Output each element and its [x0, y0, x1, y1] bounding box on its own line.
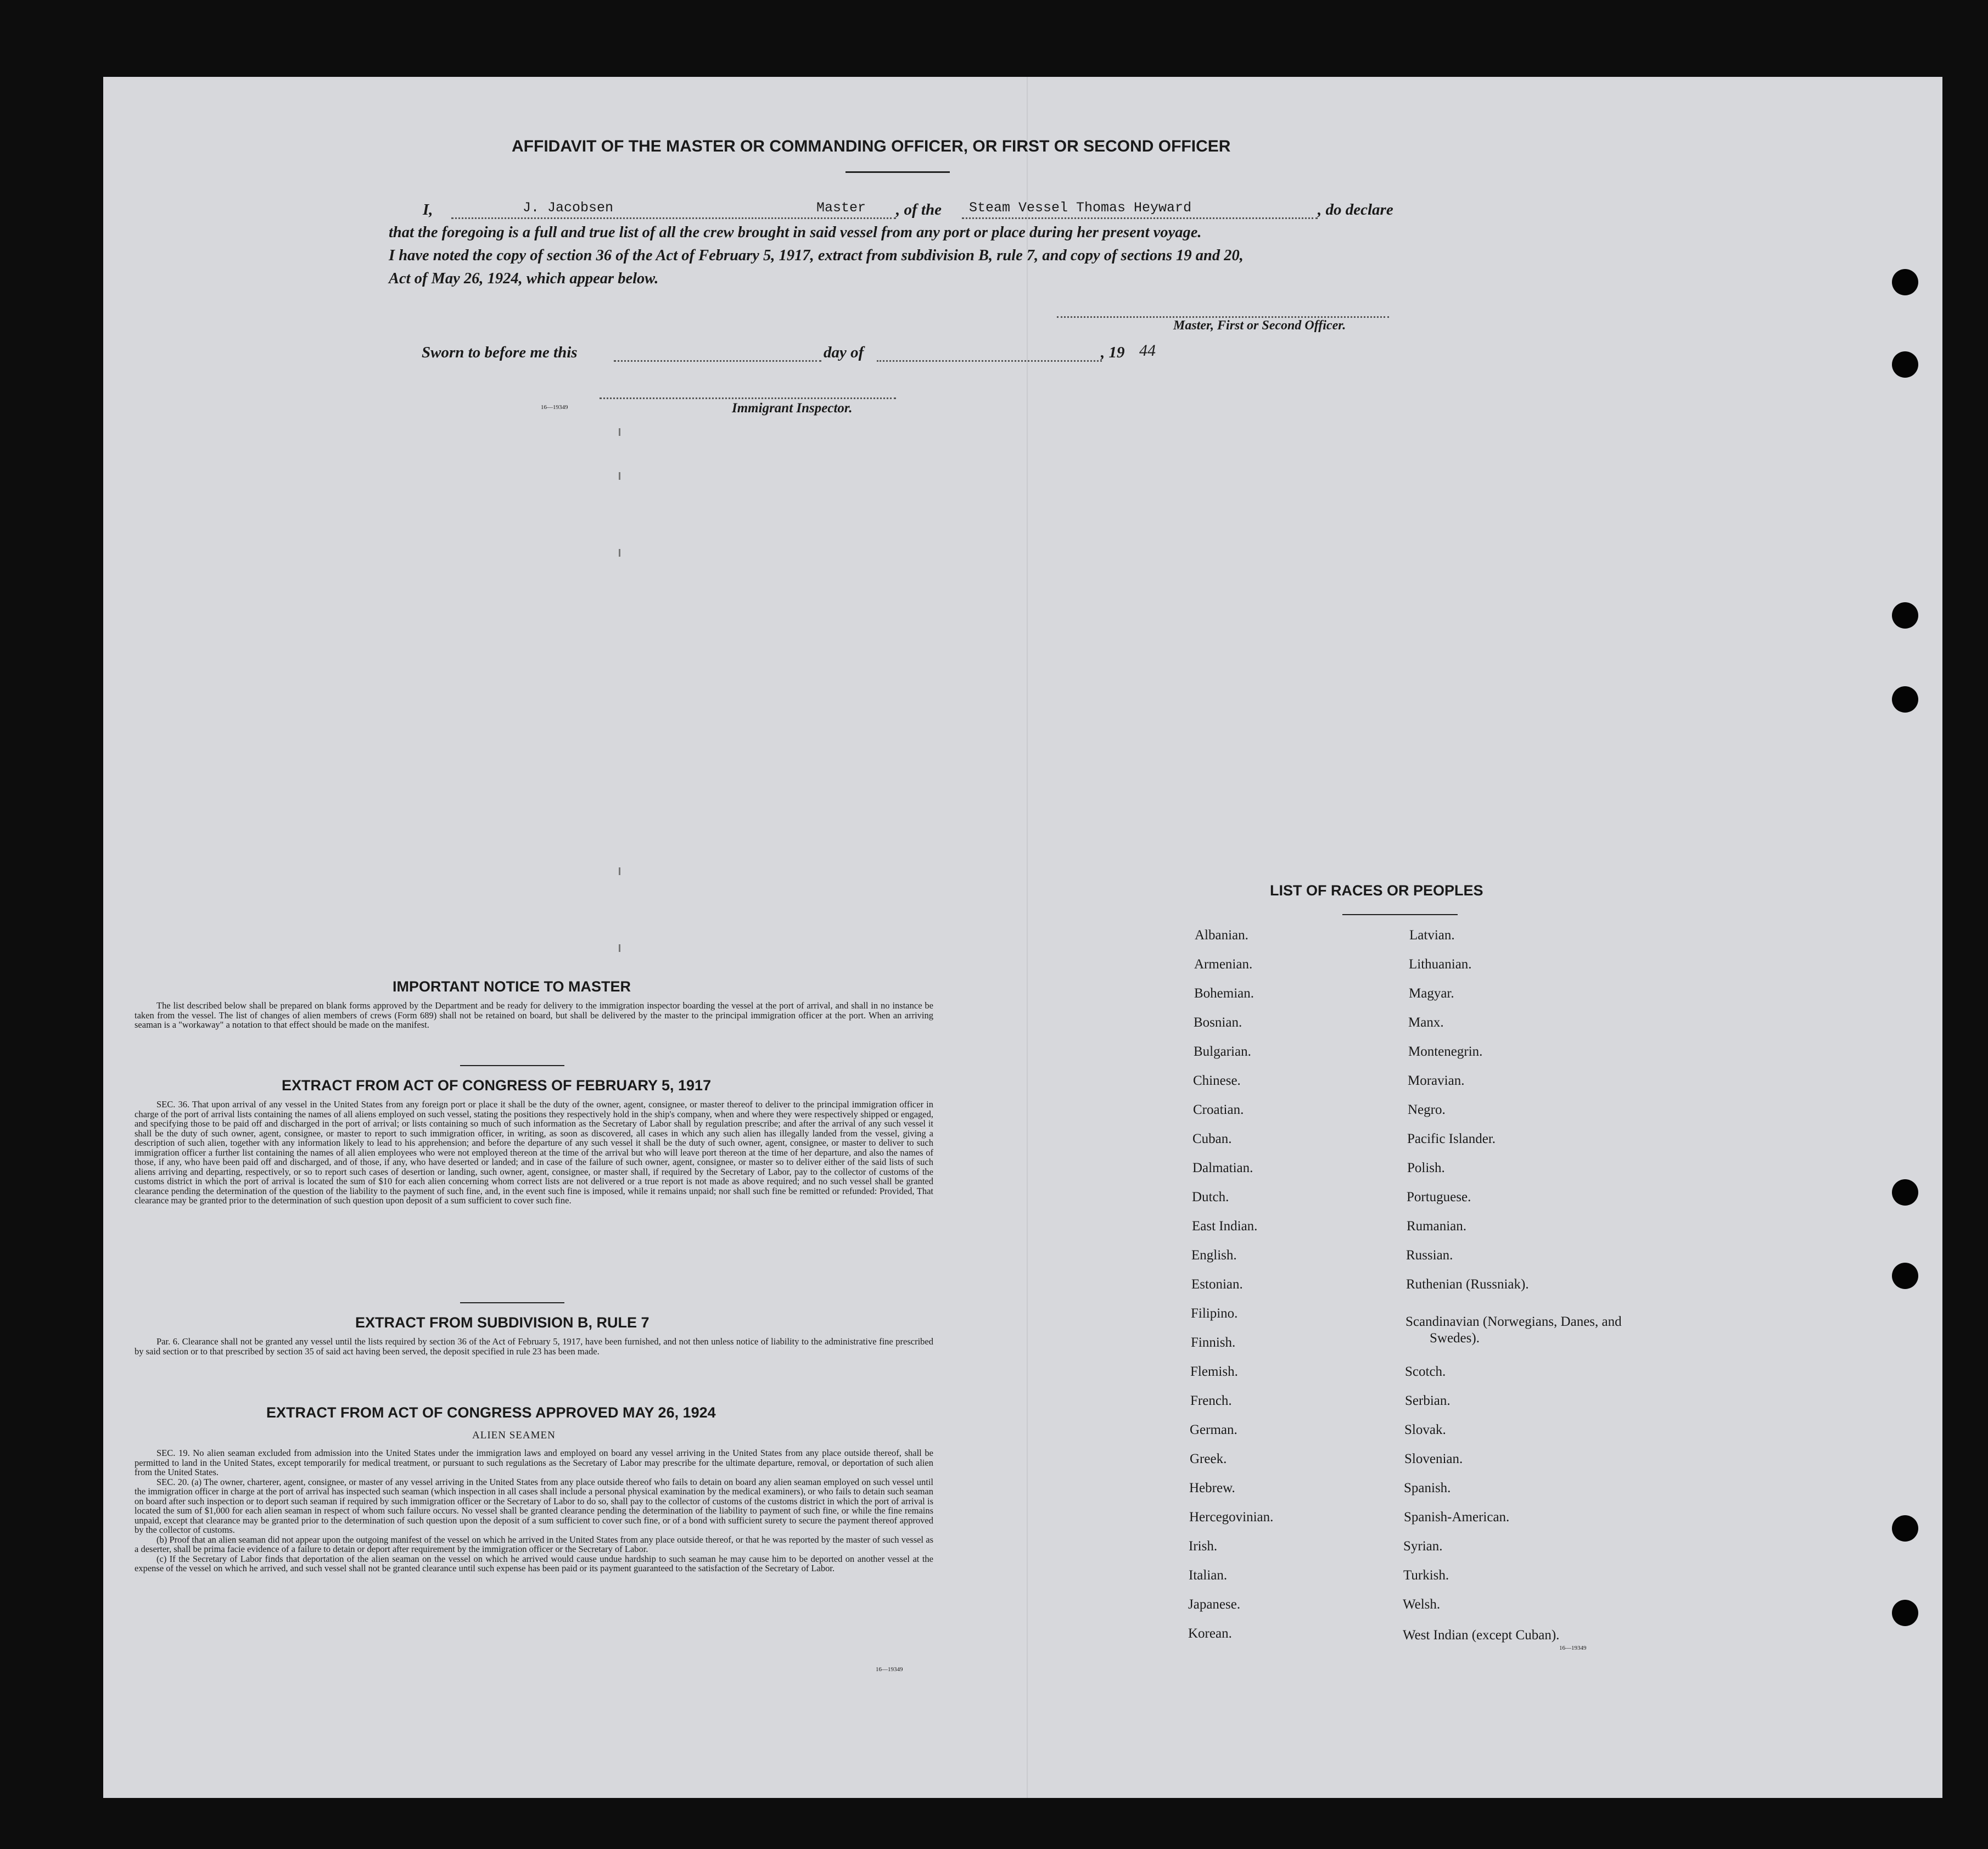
section-rule [460, 1302, 564, 1303]
races-title: LIST OF RACES OR PEOPLES [1270, 882, 1483, 899]
race-item: Russian. [1406, 1248, 1453, 1263]
form-number-top: 16—19349 [541, 404, 568, 411]
signature-line [1057, 316, 1389, 318]
sec19-paragraph: SEC. 19. No alien seaman excluded from admission into the United States under the immigration laws and employed on board any vessel arriving in the United States from any place outside thereof, shall be permitted to land in the United States, except temporarily for medical treatment, or pursuant to such regulations as the Secretary of Labor may prescribe for the ultimate departure, removal, or deportation of such alien from the United States. [135, 1448, 933, 1477]
binder-hole [1892, 602, 1918, 629]
declaration-i: I, [423, 201, 433, 218]
race-item: Filipino. [1191, 1306, 1238, 1321]
race-item: Pacific Islander. [1407, 1131, 1496, 1146]
race-item: Manx. [1408, 1015, 1444, 1030]
of-the-text: , of the [896, 201, 942, 218]
binder-hole [1892, 269, 1918, 295]
race-item: Portuguese. [1407, 1190, 1471, 1204]
race-item: Lithuanian. [1409, 957, 1472, 972]
extract-rule7-title: EXTRACT FROM SUBDIVISION B, RULE 7 [355, 1314, 649, 1331]
inspector-caption: Immigrant Inspector. [732, 401, 853, 416]
race-item: Albanian. [1195, 928, 1248, 943]
binder-hole [1892, 1515, 1918, 1542]
binder-hole [1892, 1600, 1918, 1626]
race-item: Bosnian. [1194, 1015, 1242, 1030]
section-rule [460, 1065, 564, 1066]
notice-body [135, 1001, 933, 1030]
extract-1917-title: EXTRACT FROM ACT OF CONGRESS OF FEBRUARY 5, 1917 [282, 1077, 712, 1094]
race-item: Chinese. [1193, 1073, 1241, 1088]
year-prefix: , 19 [1101, 344, 1125, 361]
race-item: Scandinavian (Norwegians, Danes, and Swedes). [1405, 1314, 1622, 1346]
race-item: Rumanian. [1407, 1219, 1467, 1234]
alien-seamen-subtitle: ALIEN SEAMEN [472, 1430, 556, 1441]
race-item: Moravian. [1408, 1073, 1465, 1088]
race-item: Polish. [1407, 1161, 1445, 1175]
signature-caption: Master, First or Second Officer. [1173, 318, 1346, 333]
race-item: Slovenian. [1404, 1452, 1463, 1466]
master-name: J. Jacobsen [523, 200, 614, 216]
do-declare-text: , do declare [1318, 201, 1393, 218]
race-item: Bohemian. [1194, 986, 1255, 1001]
day-of-text: day of [824, 344, 864, 361]
binder-hole [1892, 1179, 1918, 1206]
declaration-line-2: that the foregoing is a full and true list of all the crew brought in said vessel from any port or place during her present voyage. [389, 224, 1202, 241]
year-written: 44 [1139, 341, 1156, 360]
race-item: West Indian (except Cuban). [1403, 1628, 1560, 1643]
page-fold [1027, 77, 1028, 1798]
race-item: Cuban. [1192, 1131, 1232, 1146]
race-item: Italian. [1189, 1568, 1228, 1583]
binder-hole [1892, 1263, 1918, 1289]
race-item: Croatian. [1193, 1102, 1244, 1117]
race-item: Hercegovinian. [1189, 1510, 1274, 1525]
race-item: Japanese. [1188, 1597, 1241, 1612]
race-item: Greek. [1190, 1452, 1227, 1466]
race-item: Korean. [1188, 1626, 1232, 1641]
column-tick [619, 867, 620, 875]
race-item: Irish. [1189, 1539, 1218, 1554]
declaration-line-3: I have noted the copy of section 36 of the Act of February 5, 1917, extract from subdivision B, rule 7, and copy of sections 19 and 20, [389, 247, 1244, 264]
race-item: Montenegrin. [1408, 1044, 1483, 1059]
column-tick [619, 428, 620, 436]
section-36-paragraph: SEC. 36. That upon arrival of any vessel in the United States from any foreign port or place it shall be the duty of the owner, agent, consignee, or master thereof to deliver to the principal immigration officer in charge of the port of arrival lists containing the names of all aliens employed on such vessel, stating the positions they respectively hold in the ship's company, when and where they were respectively shipped or engaged, and specifying those to be paid off and discharged in the port of arrival; or lists containing so much of such information as the Secretary of Labor shall by regulation prescribe; and after the arrival of any such vessel it shall be the duty of such owner, agent, consignee, or master to report to such immigration officer, in writing, as soon as discovered, all cases in which any such alien has illegally landed from the vessel, giving a description of such alien, together with any information likely to lead to his apprehension; and before the departure of any such vessel it shall be the duty of such owner, agent, consignee, or master to deliver to such immigration officer a further list containing the names of all alien employees who were not employed thereon at the time of the arrival but who will leave port thereon at the time of her departure, and also the names of those, if any, who have been paid off and discharged, and of those, if any, who have deserted or landed; and in case of the failure of such owner, agent, consignee, or master so to deliver either of the said lists of such aliens arriving and departing, respectively, or so to report such cases of desertion or landing, such owner, agent, consignee, or master shall, if required by the Secretary of Labor, pay to the collector of customs of the customs district in which the port of arrival is located the sum of $10 for each alien concerning whom correct lists are not delivered or a true report is not made as above required; and no such vessel shall be granted clearance pending the determination of the question of the liability to the payment of such fine, and, in the event such fine is imposed, while it remains unpaid; nor shall such fine be remitted or refunded: Provided, That clearance may be granted prior to the determination of such question upon deposit of a sum sufficient to cover such fine. [135, 1099, 933, 1206]
race-item: Magyar. [1409, 986, 1454, 1001]
race-item: Spanish. [1404, 1481, 1451, 1495]
race-item: East Indian. [1192, 1219, 1258, 1234]
name-blank [451, 217, 896, 219]
race-item: Bulgarian. [1194, 1044, 1251, 1059]
extract-1924-body [135, 1448, 933, 1573]
race-item: Estonian. [1191, 1277, 1243, 1292]
race-item: Finnish. [1191, 1335, 1236, 1350]
races-rule [1342, 914, 1458, 915]
vessel-name: Steam Vessel Thomas Heyward [969, 200, 1192, 216]
column-tick [619, 549, 620, 557]
race-item: Flemish. [1190, 1364, 1238, 1379]
race-item: Negro. [1408, 1102, 1446, 1117]
race-item: German. [1190, 1422, 1237, 1437]
form-number-right: 16—19349 [1559, 1645, 1587, 1651]
rank-value: Master [816, 200, 866, 216]
declaration-line-4: Act of May 26, 1924, which appear below. [389, 270, 659, 287]
race-item: Dalmatian. [1192, 1161, 1253, 1175]
race-item: Latvian. [1409, 928, 1455, 943]
binder-hole [1892, 686, 1918, 713]
extract-1924-title: EXTRACT FROM ACT OF CONGRESS APPROVED MAY 26, 1924 [266, 1404, 716, 1421]
sec20a-paragraph: SEC. 20. (a) The owner, charterer, agent, consignee, or master of any vessel arriving in the United States from any place outside thereof who fails to detain on board any alien seaman employed on such vessel until the immigration officer in charge at the port of arrival has inspected such seaman (which inspection in all cases shall include a personal physical examination by the medical examiners), or who fails to detain such seaman on board after such inspection or to deport such seaman if required by such immigration officer or the Secretary of Labor to do so, shall pay to the collector of customs of the customs district in which the port of arrival is located the sum of $1,000 for each alien seaman in respect of whom such failure occurs. No vessel shall be granted clearance pending the determination of the liability to payment of such fine, or while the fine remains unpaid, except that clearance may be granted prior to the determination of such question upon the deposit of a sum sufficient to cover such fine, or of a bond with sufficient surety to secure the payment thereof approved by the collector of customs. [135, 1476, 933, 1535]
race-item: Slovak. [1404, 1422, 1446, 1437]
form-number-left: 16—19349 [876, 1666, 903, 1673]
column-tick [619, 944, 620, 952]
race-item: French. [1190, 1393, 1232, 1408]
sec20c-paragraph: (c) If the Secretary of Labor finds that deportation of the alien seaman on the vessel on which he arrived would cause undue hardship to such seaman he may cause him to be deported on another vessel at the expense of the vessel on which he arrived, and such vessel shall not be granted clearance until such expense has been paid or its payment guaranteed to the satisfaction of the Secretary of Labor. [135, 1553, 933, 1573]
rule7-paragraph: Par. 6. Clearance shall not be granted any vessel until the lists required by section 36 of the Act of February 5, 1917, have been furnished, and not then unless notice of liability to the administrative fine prescribed by said section or to that prescribed by section 35 of said act having been served, the deposit specified in rule 23 has been made. [135, 1336, 933, 1357]
race-item: Hebrew. [1189, 1481, 1235, 1495]
sec20b-paragraph: (b) Proof that an alien seaman did not appear upon the outgoing manifest of the vessel on which he arrived in the United States from any place outside thereof, or that he was reported by the master of such vessel as a deserter, shall be prima facie evidence of a failure to detain or deport after requirement by the immigration officer or the Secretary of Labor. [135, 1534, 933, 1554]
race-item: Welsh. [1403, 1597, 1441, 1612]
affidavit-title: AFFIDAVIT OF THE MASTER OR COMMANDING OFFICER, OR FIRST OR SECOND OFFICER [512, 137, 1231, 155]
extract-rule7-body [135, 1337, 933, 1356]
race-item: Dutch. [1192, 1190, 1229, 1204]
column-tick [619, 472, 620, 480]
inspector-line [600, 397, 896, 399]
race-item: Syrian. [1403, 1539, 1443, 1554]
notice-paragraph: The list described below shall be prepared on blank forms approved by the Department and be ready for delivery to the immigration inspector boarding the vessel at the port of arrival, and shall in no instance be taken from the vessel. The list of changes of alien members of crews (Form 689) shall not be retained on board, but shall be delivered by the master to the principal immigration officer at the port. When an arriving seaman is a "workaway" a notation to that effect should be made on the manifest. [135, 1000, 933, 1030]
race-item: Serbian. [1405, 1393, 1451, 1408]
day-blank [614, 360, 821, 362]
month-blank [877, 360, 1102, 362]
vessel-blank [962, 217, 1318, 219]
binder-hole [1892, 351, 1918, 378]
title-rule [845, 171, 950, 173]
sworn-text: Sworn to before me this [422, 344, 578, 361]
race-item: Turkish. [1403, 1568, 1449, 1583]
race-item: Spanish-American. [1404, 1510, 1510, 1525]
notice-title: IMPORTANT NOTICE TO MASTER [393, 978, 631, 995]
extract-1917-body [135, 1100, 933, 1206]
race-item: English. [1191, 1248, 1237, 1263]
race-item: Ruthenian (Russniak). [1406, 1277, 1529, 1292]
race-item: Armenian. [1194, 957, 1253, 972]
race-item: Scotch. [1405, 1364, 1446, 1379]
